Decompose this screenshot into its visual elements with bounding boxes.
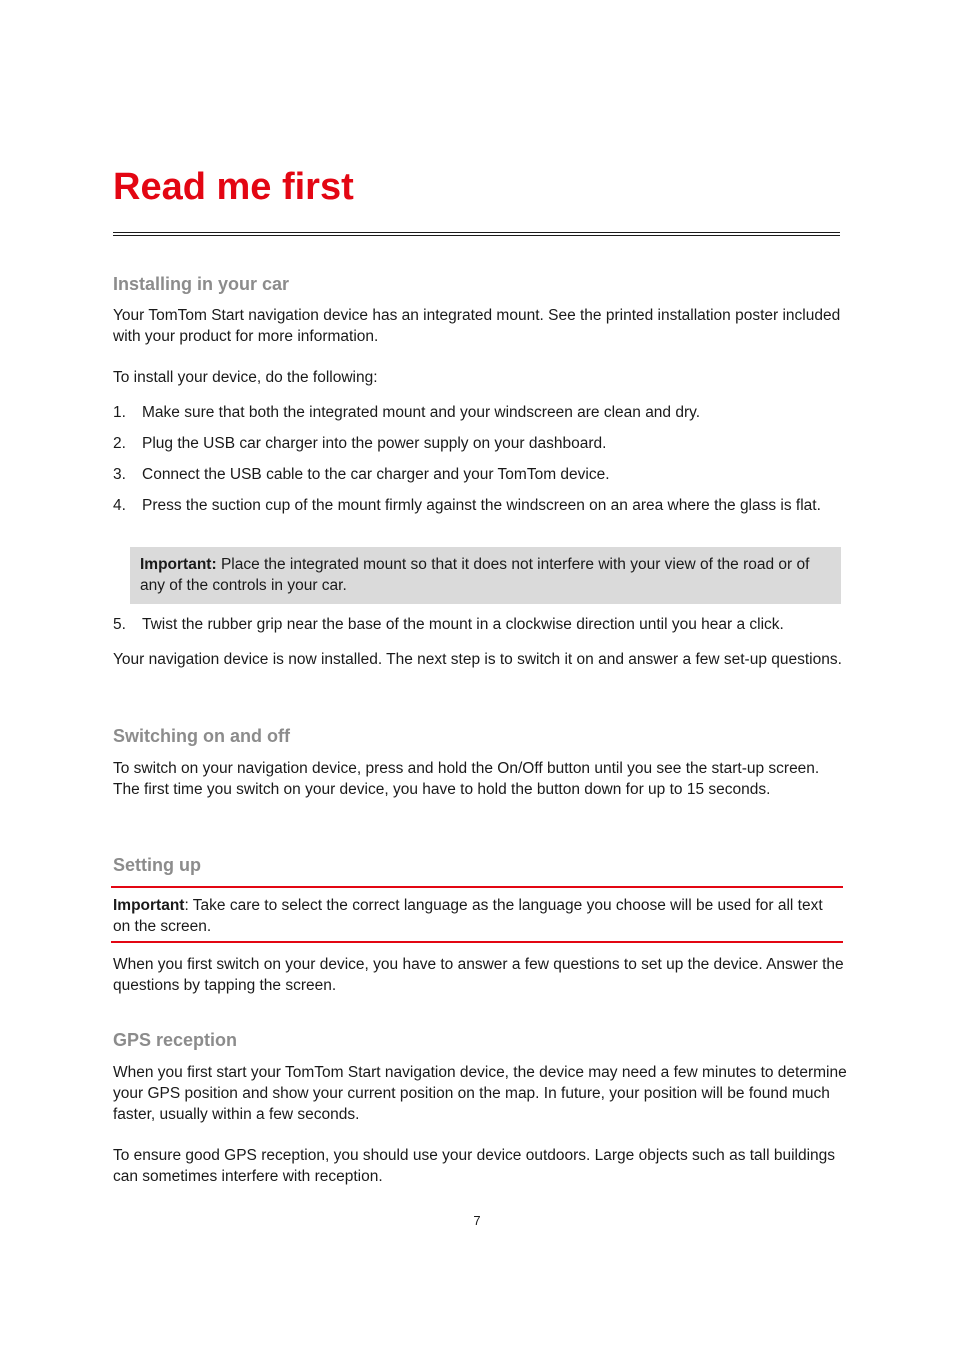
page-number: 7 (473, 1213, 481, 1228)
installing-lead: To install your device, do the following: (113, 369, 378, 386)
step-5-text: Twist the rubber grip near the base of the mount in a clockwise direction until you hear a click. (142, 616, 784, 633)
heading-installing: Installing in your car (113, 274, 290, 294)
language-warning-text: : Take care to select the correct language as the language you choose will be used for all text on the screen. (113, 897, 823, 935)
heading-switching: Switching on and off (113, 726, 290, 746)
installing-outro: Your navigation device is now installed. The next step is to switch it on and answer a few set-up questions. (113, 651, 842, 668)
setting-up-body: When you first switch on your device, you have to answer a few questions to set up the device. Answer the questions by tapping the screen. (113, 956, 844, 994)
important-note (130, 547, 841, 604)
heading-setting-up: Setting up (113, 855, 201, 875)
gps-body-1: When you first start your TomTom Start navigation device, the device may need a few minutes to determine your GPS position and show your current position on the map. In future, your position will be found much faster, usually within a few seconds. (113, 1064, 847, 1123)
language-warning (111, 886, 843, 943)
step-4-number: 4. (113, 497, 126, 514)
switching-body: To switch on your navigation device, press and hold the On/Off button until you see the start-up screen. The first time you switch on your device, you have to hold the button down for up to 15 seconds. (113, 760, 820, 798)
step-3-text: Connect the USB cable to the car charger and your TomTom device. (142, 466, 610, 483)
step-2-text: Plug the USB car charger into the power supply on your dashboard. (142, 435, 607, 452)
step-4-text: Press the suction cup of the mount firmly against the windscreen on an area where the glass is flat. (142, 497, 821, 514)
step-2-number: 2. (113, 435, 126, 452)
important-note-label: Important: (140, 556, 217, 573)
language-warning-label: Important (113, 897, 185, 914)
title-divider (113, 232, 840, 236)
step-1-text: Make sure that both the integrated mount and your windscreen are clean and dry. (142, 404, 701, 421)
page-title: Read me first (113, 166, 354, 208)
step-1-number: 1. (113, 404, 126, 421)
step-3-number: 3. (113, 466, 126, 483)
installing-intro: Your TomTom Start navigation device has an integrated mount. See the printed installation poster included with your product for more information. (113, 307, 841, 345)
gps-body-2: To ensure good GPS reception, you should use your device outdoors. Large objects such as tall buildings can sometimes interfere with reception. (113, 1147, 836, 1185)
heading-gps: GPS reception (113, 1030, 238, 1050)
important-note-text: Place the integrated mount so that it does not interfere with your view of the road or of any of the controls in your car. (140, 556, 810, 594)
step-5-number: 5. (113, 616, 126, 633)
